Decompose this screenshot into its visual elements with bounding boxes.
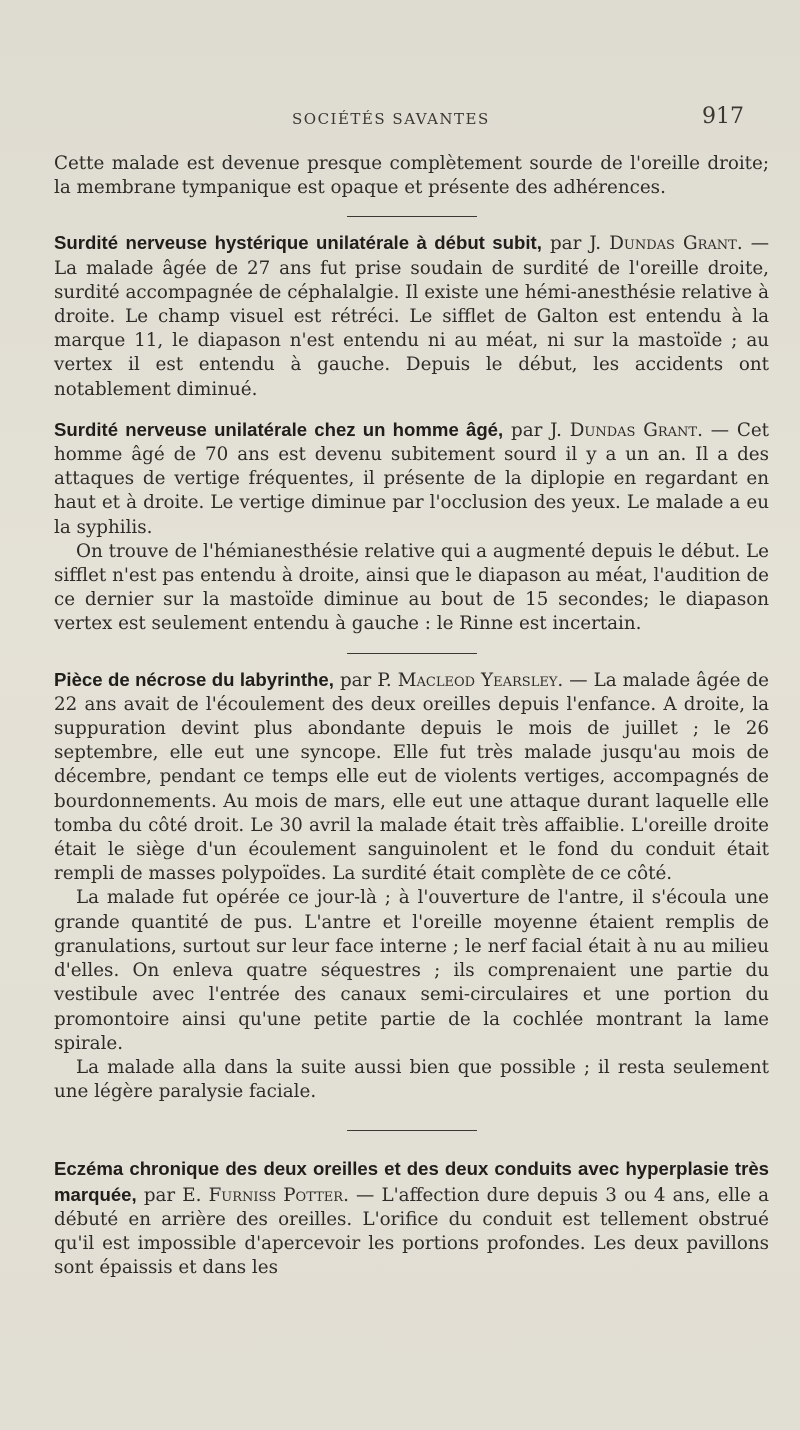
article-title: Pièce de nécrose du labyrinthe,: [54, 668, 334, 690]
article-author: Dundas Grant: [569, 419, 698, 441]
article-title: Eczéma chronique des deux oreilles et des deux conduits avec hyperplasie très marquée,: [54, 1158, 769, 1205]
intro-paragraph: Cette malade est devenue presque complètement sourde de l'oreille droite; la membrane tympanique est opaque et présente des adhérences.: [54, 153, 769, 199]
article-title: Surdité nerveuse hystérique unilatérale à début subit,: [54, 232, 542, 254]
article-body: . — L'affection dure depuis 3 ou 4 ans, elle a débuté en arrière des oreilles. L'orifice du conduit est tellement obstrué qu'il est impossible d'apercevoir les portions profondes. Les deux pavillons sont épaissis et dans les: [54, 1184, 769, 1279]
article-paragraph: La malade fut opérée ce jour-là ; à l'ouverture de l'antre, il s'écoula une grande quantité de pus. L'antre et l'oreille moyenne étaient remplis de granulations, surtout sur leur face interne ; le nerf facial était à nu au milieu d'elles. On enleva quatre séquestres ; ils comprenaient une partie du vestibule avec l'entrée des canaux semi-circulaires et une portion du promontoire ainsi qu'une petite partie de la cochlée montrant la lame spirale.: [54, 887, 769, 1054]
section-divider: [347, 216, 477, 217]
article-author: Dundas Grant: [609, 233, 737, 255]
body-text: [54, 152, 769, 1280]
article-paragraph: On trouve de l'hémianesthésie relative qui a augmenté depuis le début. Le sifflet n'est pas entendu à droite, ainsi que le diapason au méat, l'audition de ce dernier sur la mastoïde diminue au bout de 15 secondes; le diapason vertex est seulement entendu à gauche : le Rinne est incertain.: [54, 540, 769, 635]
byline-prefix: par P.: [333, 669, 398, 691]
article-potter-eczema: [54, 1157, 769, 1280]
running-head: SOCIÉTÉS SAVANTES: [292, 110, 490, 128]
article-title: Surdité nerveuse unilatérale chez un homme âgé,: [54, 418, 504, 440]
section-divider: [347, 653, 477, 654]
article-body: . — Cet homme âgé de 70 ans est devenu subitement sourd il y a un an. Il a des attaques de vertige fréquentes, il présente de la diplopie en regardant en haut et à droite. Le vertige diminue par l'occlusion des yeux. Le malade a eu la syphilis.: [54, 419, 769, 538]
byline-prefix: par E.: [136, 1184, 209, 1206]
byline-prefix: par J.: [541, 233, 610, 255]
article-body: . — La malade âgée de 22 ans avait de l'écoulement des deux oreilles depuis l'enfance. A droite, la suppuration devint plus abondante depuis le mois de juillet ; le 26 septembre, elle eut une syncope. Elle fut très malade jusqu'au mois de décembre, pendant ce temps elle eut de violents vertiges, accompagnés de bourdonnements. Au mois de mars, elle eut une attaque durant laquelle elle tomba du côté droit. Le 30 avril la malade était très affaiblie. L'oreille droite était le siège d'un écoulement sanguinolent et le fond du conduit était rempli de masses polypoïdes. La surdité était complète de ce côté.: [54, 669, 769, 885]
byline-prefix: par J.: [503, 419, 570, 441]
article-grant-homme-age: [54, 418, 769, 540]
section-divider: [347, 1130, 477, 1131]
page-number: 917: [702, 104, 744, 129]
section-spacer: [54, 402, 769, 418]
article-yearsley-necrose: [54, 668, 769, 887]
page-header: [0, 104, 800, 134]
article-paragraph: La malade alla dans la suite aussi bien que possible ; il resta seulement une légère paralysie faciale.: [54, 1056, 769, 1103]
article-author: Furniss Potter: [208, 1184, 344, 1206]
article-author: Macleod Yearsley: [397, 669, 558, 691]
article-body: . — La malade âgée de 27 ans fut prise soudain de surdité de l'oreille droite, surdité accompagnée de céphalalgie. Il existe une hémi-anesthésie relative à droite. Le champ visuel est rétréci. Le sifflet de Galton est entendu à la marque 11, le diapason n'est entendu ni au méat, ni sur la mastoïde ; au vertex il est entendu à gauche. Depuis le début, les accidents ont notablement diminué.: [54, 233, 770, 400]
article-grant-hysterique: [54, 231, 769, 401]
